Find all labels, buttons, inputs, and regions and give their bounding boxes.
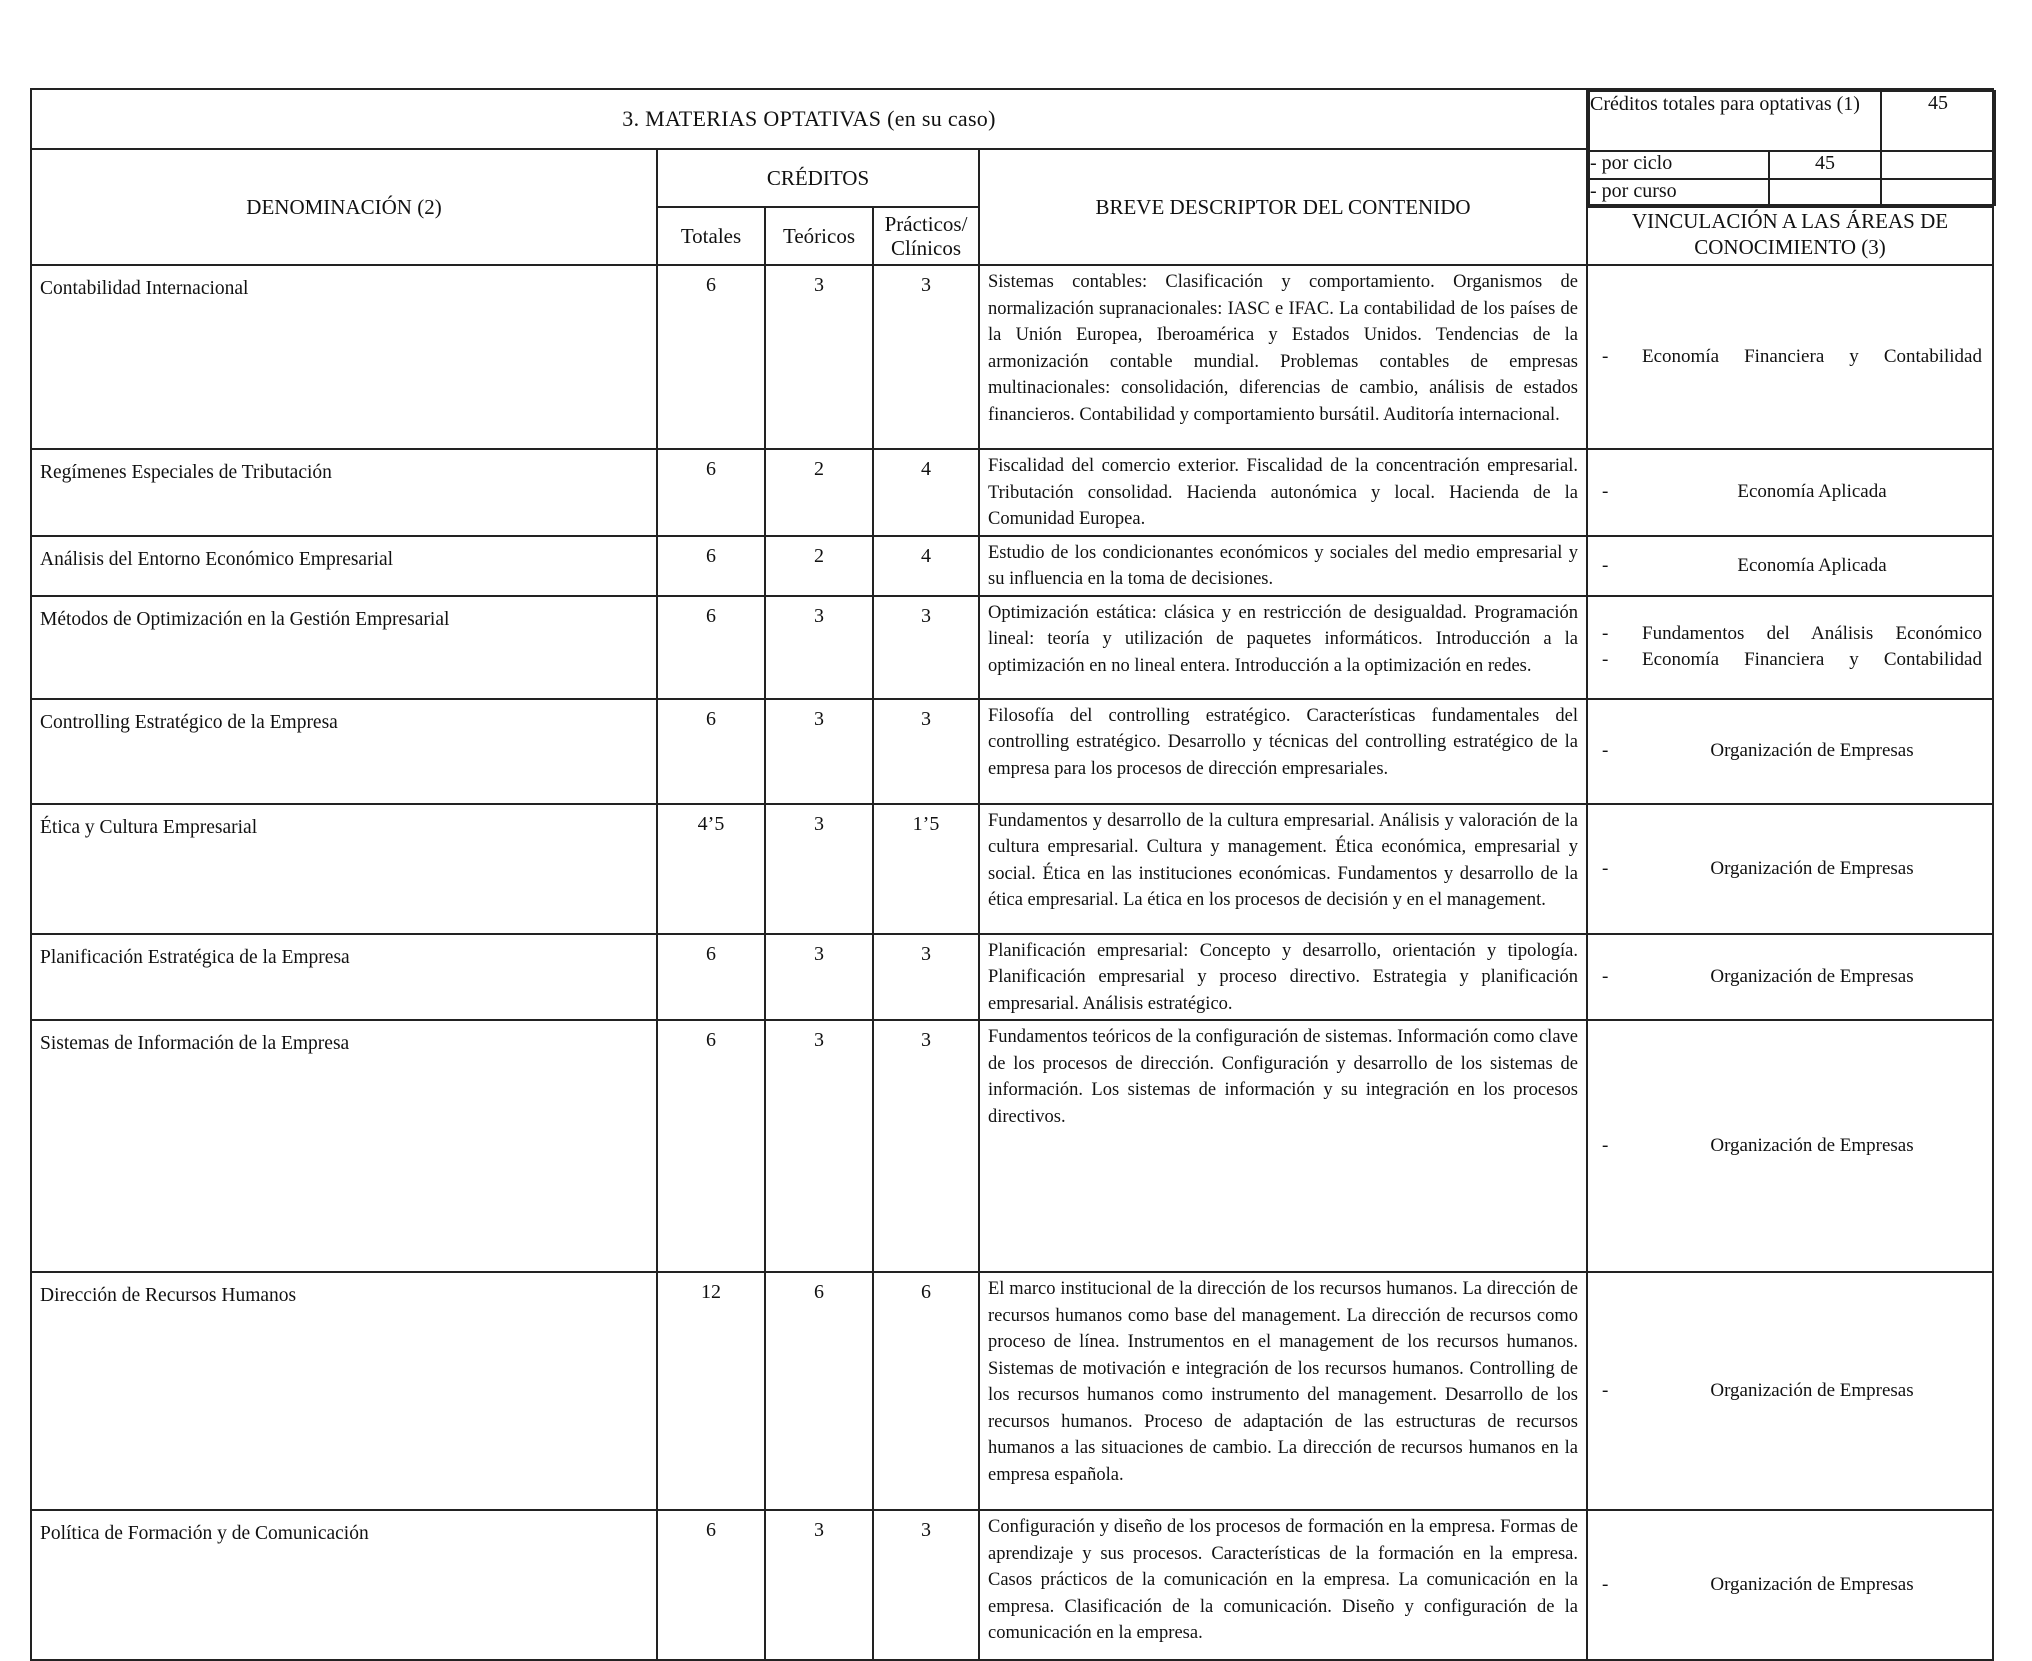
descriptor-header: BREVE DESCRIPTOR DEL CONTENIDO	[979, 149, 1587, 265]
descriptor: El marco institucional de la dirección de los recursos humanos. La dirección de recursos humanos como base del management. La dirección de recursos como proceso de línea. Instrumentos en el management de los recursos humanos. Sistemas de motivación e integración de los recursos humanos. Controlling de los recursos humanos como instrumento del management. Desarrollo de los recursos humanos. Proceso de adaptación de las estructuras de recursos humanos a las situaciones de cambio. La dirección de recursos humanos en la empresa española.	[979, 1272, 1587, 1510]
descriptor: Filosofía del controlling estratégico. Características fundamentales del controlling estratégico. Desarrollo y técnicas del controlling estratégico de la empresa para los procesos de dirección empresariales.	[979, 699, 1587, 804]
creditos-practicos: 3	[873, 265, 979, 449]
creditos-practicos: 4	[873, 536, 979, 596]
area-dash: -	[1602, 965, 1609, 987]
area-text: Organización de Empresas	[1710, 1574, 1914, 1595]
area-text: Organización de Empresas	[1710, 740, 1914, 761]
table-row	[31, 1510, 1993, 1660]
area-text: Organización de Empresas	[1710, 1380, 1914, 1401]
totales-header: Totales	[657, 207, 765, 265]
creditos-teoricos: 3	[765, 934, 873, 1021]
area-cell	[1587, 804, 1993, 934]
descriptor: Fundamentos y desarrollo de la cultura empresarial. Análisis y valoración de la cultura empresarial. Cultura y management. Ética económica, empresarial y social. Ética en las instituciones económicas. Fundamentos y desarrollo de la ética empresarial. La ética en los procesos de decisión y en el management.	[979, 804, 1587, 934]
optativas-sheet	[30, 88, 1992, 1643]
area-dash: -	[1602, 1574, 1609, 1595]
creditos-practicos: 3	[873, 699, 979, 804]
creditos-totales-label: Créditos totales para optativas (1)	[1589, 91, 1881, 151]
area-dash: -	[1602, 481, 1609, 503]
materia-name: Análisis del Entorno Económico Empresarial	[31, 536, 657, 596]
creditos-teoricos: 3	[765, 596, 873, 699]
creditos-totales: 12	[657, 1272, 765, 1510]
area-text: Organización de Empresas	[1710, 965, 1914, 987]
materia-name: Dirección de Recursos Humanos	[31, 1272, 657, 1510]
creditos-teoricos: 3	[765, 699, 873, 804]
creditos-teoricos: 3	[765, 1020, 873, 1272]
por-ciclo-value: 45	[1769, 151, 1881, 180]
por-curso-value	[1769, 179, 1881, 205]
creditos-practicos: 3	[873, 1020, 979, 1272]
area-text: Economía Financiera y Contabilidad	[1642, 649, 1982, 670]
table-row	[31, 1020, 1993, 1272]
creditos-totales-value: 45	[1881, 91, 1995, 151]
creditos-teoricos: 3	[765, 265, 873, 449]
materia-name: Métodos de Optimización en la Gestión Empresarial	[31, 596, 657, 699]
area-cell	[1587, 265, 1993, 449]
creditos-teoricos: 3	[765, 804, 873, 934]
creditos-totales: 6	[657, 1020, 765, 1272]
table-row	[31, 536, 1993, 596]
table-row	[31, 449, 1993, 536]
creditos-totales: 6	[657, 536, 765, 596]
creditos-totales: 6	[657, 699, 765, 804]
area-cell	[1587, 1272, 1993, 1510]
vinculacion-header: VINCULACIÓN A LAS ÁREAS DE CONOCIMIENTO (3)	[1587, 207, 1993, 265]
optativas-table	[30, 88, 1994, 1661]
materia-name: Ética y Cultura Empresarial	[31, 804, 657, 934]
area-dash: -	[1602, 1135, 1609, 1156]
materia-name: Regímenes Especiales de Tributación	[31, 449, 657, 536]
creditos-teoricos: 2	[765, 536, 873, 596]
materia-name: Controlling Estratégico de la Empresa	[31, 699, 657, 804]
materia-name: Planificación Estratégica de la Empresa	[31, 934, 657, 1021]
creditos-totales: 6	[657, 1510, 765, 1660]
area-dash: -	[1602, 1380, 1609, 1401]
area-cell	[1587, 699, 1993, 804]
area-dash: -	[1602, 857, 1609, 879]
area-cell	[1587, 536, 1993, 596]
area-text: Organización de Empresas	[1710, 1135, 1914, 1156]
area-text: Economía Aplicada	[1737, 481, 1887, 503]
por-ciclo-blank	[1881, 151, 1995, 180]
section-title: 3. MATERIAS OPTATIVAS (en su caso)	[31, 89, 1587, 149]
creditos-practicos: 6	[873, 1272, 979, 1510]
creditos-practicos: 4	[873, 449, 979, 536]
area-cell	[1587, 1020, 1993, 1272]
creditos-practicos: 1’5	[873, 804, 979, 934]
area-cell	[1587, 449, 1993, 536]
descriptor: Estudio de los condicionantes económicos y sociales del medio empresarial y su influencia en la toma de decisiones.	[979, 536, 1587, 596]
creditos-header: CRÉDITOS	[657, 149, 979, 207]
area-dash: -	[1602, 554, 1609, 576]
area-text: Fundamentos del Análisis Económico	[1642, 623, 1982, 644]
area-text: Organización de Empresas	[1710, 857, 1914, 879]
por-curso-label: - por curso	[1589, 179, 1769, 205]
descriptor: Optimización estática: clásica y en restricción de desigualdad. Programación lineal: teoría y utilización de paquetes informáticos. Introducción a la optimización en no lineal entera. Introducción a la optimización en redes.	[979, 596, 1587, 699]
descriptor: Fiscalidad del comercio exterior. Fiscalidad de la concentración empresarial. Tributación consolidad. Hacienda autonómica y local. Hacienda de la Comunidad Europea.	[979, 449, 1587, 536]
table-row	[31, 804, 1993, 934]
creditos-practicos: 3	[873, 1510, 979, 1660]
area-dash: -	[1602, 623, 1609, 644]
table-row	[31, 265, 1993, 449]
descriptor: Configuración y diseño de los procesos de formación en la empresa. Formas de aprendizaje y sus procesos. Características de la formación en la empresa. Casos prácticos de la comunicación en la empresa. La comunicación en la empresa. Clasificación de la comunicación. Diseño y configuración de la comunicación en la empresa.	[979, 1510, 1587, 1660]
creditos-totales: 6	[657, 265, 765, 449]
creditos-teoricos: 3	[765, 1510, 873, 1660]
por-curso-blank	[1881, 179, 1995, 205]
creditos-teoricos: 6	[765, 1272, 873, 1510]
area-dash: -	[1602, 740, 1609, 761]
area-dash: -	[1602, 649, 1609, 670]
materia-name: Sistemas de Información de la Empresa	[31, 1020, 657, 1272]
area-cell	[1587, 596, 1993, 699]
materia-name: Política de Formación y de Comunicación	[31, 1510, 657, 1660]
creditos-totales: 6	[657, 934, 765, 1021]
table-row	[31, 596, 1993, 699]
area-text: Economía Financiera y Contabilidad	[1642, 346, 1982, 367]
creditos-totales: 4’5	[657, 804, 765, 934]
practicos-header: Prácticos/ Clínicos	[873, 207, 979, 265]
por-ciclo-label: - por ciclo	[1589, 151, 1769, 180]
teoricos-header: Teóricos	[765, 207, 873, 265]
area-cell	[1587, 1510, 1993, 1660]
creditos-totales: 6	[657, 449, 765, 536]
creditos-totales: 6	[657, 596, 765, 699]
area-dash: -	[1602, 346, 1609, 367]
table-row	[31, 1272, 1993, 1510]
creditos-box	[1587, 89, 1993, 207]
materia-name: Contabilidad Internacional	[31, 265, 657, 449]
creditos-practicos: 3	[873, 934, 979, 1021]
table-row	[31, 934, 1993, 1021]
table-row	[31, 699, 1993, 804]
creditos-teoricos: 2	[765, 449, 873, 536]
area-cell	[1587, 934, 1993, 1021]
descriptor: Sistemas contables: Clasificación y comportamiento. Organismos de normalización supranacionales: IASC e IFAC. La contabilidad de los países de la Unión Europea, Iberoamérica y Estados Unidos. Tendencias de la armonización contable mundial. Problemas contables de empresas multinacionales: consolidación, diferencias de cambio, análisis de estados financieros. Contabilidad y comportamiento bursátil. Auditoría internacional.	[979, 265, 1587, 449]
area-text: Economía Aplicada	[1737, 554, 1887, 576]
denominacion-header: DENOMINACIÓN (2)	[31, 149, 657, 265]
descriptor: Fundamentos teóricos de la configuración de sistemas. Información como clave de los procesos de dirección. Configuración y desarrollo de los sistemas de información. Los sistemas de información y su integración en los procesos directivos.	[979, 1020, 1587, 1272]
descriptor: Planificación empresarial: Concepto y desarrollo, orientación y tipología. Planificación empresarial y proceso directivo. Estrategia y planificación empresarial. Análisis estratégico.	[979, 934, 1587, 1021]
creditos-practicos: 3	[873, 596, 979, 699]
